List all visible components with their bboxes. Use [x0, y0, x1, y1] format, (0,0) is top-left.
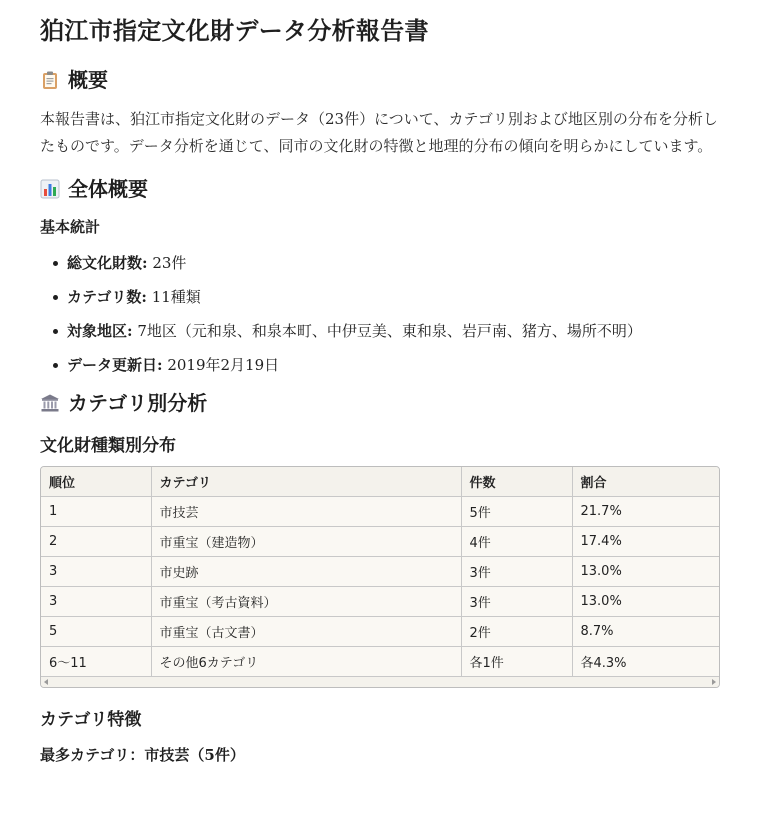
cell-rank: 6〜11	[41, 647, 151, 677]
stat-value: 11種類	[146, 288, 201, 306]
summary-heading	[40, 174, 718, 204]
table-row	[41, 587, 719, 617]
list-item	[67, 320, 718, 342]
cell-category: その他6カテゴリ	[151, 647, 461, 677]
cell-count: 3件	[461, 557, 572, 587]
cell-ratio: 21.7%	[572, 497, 719, 527]
table-title: 文化財種類別分布	[40, 436, 176, 456]
header-ratio: 割合	[572, 467, 719, 497]
cell-rank: 1	[41, 497, 151, 527]
horizontal-scrollbar[interactable]	[41, 677, 719, 687]
cell-category: 市重宝（古文書）	[151, 617, 461, 647]
scroll-left-arrow-icon[interactable]	[44, 679, 48, 685]
museum-icon	[40, 393, 60, 413]
stat-value: 23件	[147, 254, 187, 272]
stat-label: データ更新日:	[67, 356, 163, 374]
overview-paragraph: 本報告書は、狛江市指定文化財のデータ（23件）について、カテゴリ別および地区別の分布を分析したものです。データ分析を通じて、同市の文化財の特徴と地理的分布の傾向を明らかにしています。	[40, 110, 718, 155]
list-item	[67, 286, 718, 308]
summary-heading-text: 全体概要	[68, 177, 148, 201]
cell-ratio: 17.4%	[572, 527, 719, 557]
table-row	[41, 617, 719, 647]
cell-ratio: 各4.3%	[572, 647, 719, 677]
overview-heading-text: 概要	[68, 68, 108, 92]
cell-rank: 3	[41, 557, 151, 587]
list-item	[67, 354, 718, 376]
cell-category: 市史跡	[151, 557, 461, 587]
table-row	[41, 557, 719, 587]
cell-rank: 3	[41, 587, 151, 617]
basic-stats-heading: 基本統計	[40, 218, 101, 236]
cell-count: 各1件	[461, 647, 572, 677]
cell-count: 5件	[461, 497, 572, 527]
stat-label: 対象地区:	[67, 322, 133, 340]
table-header-row	[41, 467, 719, 497]
stat-value: 7地区（元和泉、和泉本町、中伊豆美、東和泉、岩戸南、猪方、場所不明）	[132, 322, 642, 340]
cell-ratio: 13.0%	[572, 557, 719, 587]
header-category: カテゴリ	[151, 467, 461, 497]
cell-category: 市重宝（建造物）	[151, 527, 461, 557]
cell-category: 市技芸	[151, 497, 461, 527]
header-rank: 順位	[41, 467, 151, 497]
cell-count: 3件	[461, 587, 572, 617]
scroll-right-arrow-icon[interactable]	[712, 679, 716, 685]
header-count: 件数	[461, 467, 572, 497]
top-category-line: 最多カテゴリ：市技芸（5件）	[40, 746, 245, 764]
bar-chart-icon	[40, 179, 60, 199]
cell-count: 4件	[461, 527, 572, 557]
stat-label: カテゴリ数:	[67, 288, 147, 306]
stat-value: 2019年2月19日	[162, 356, 280, 374]
overview-heading	[40, 65, 718, 95]
cell-rank: 2	[41, 527, 151, 557]
category-heading	[40, 388, 718, 418]
cell-count: 2件	[461, 617, 572, 647]
category-table-container[interactable]	[40, 466, 720, 688]
table-row	[41, 497, 719, 527]
cell-rank: 5	[41, 617, 151, 647]
stats-list	[40, 252, 718, 376]
page-title: 狛江市指定文化財データ分析報告書	[40, 16, 429, 45]
table-row	[41, 647, 719, 677]
cell-category: 市重宝（考古資料）	[151, 587, 461, 617]
category-feature-heading: カテゴリ特徴	[40, 710, 142, 730]
category-table	[41, 467, 719, 677]
clipboard-icon	[40, 70, 60, 90]
category-heading-text: カテゴリ別分析	[68, 391, 208, 415]
cell-ratio: 13.0%	[572, 587, 719, 617]
stat-label: 総文化財数:	[67, 254, 148, 272]
list-item	[67, 252, 718, 274]
cell-ratio: 8.7%	[572, 617, 719, 647]
table-row	[41, 527, 719, 557]
